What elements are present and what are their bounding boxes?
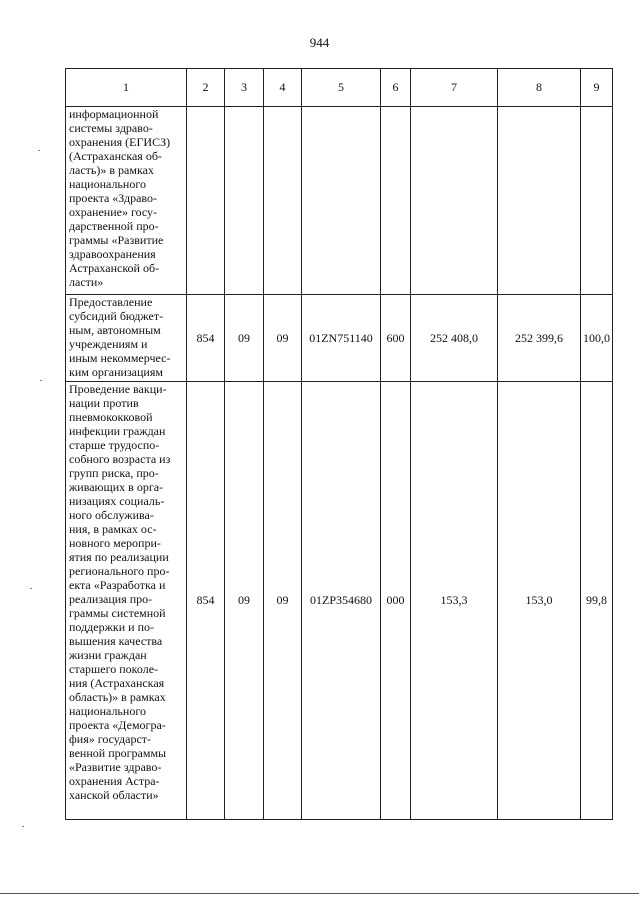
table-row [66,295,613,382]
description-line: информационной [69,107,159,121]
cell-admin-code [187,107,225,295]
header-row [66,69,613,107]
cell-section: 09 [225,295,264,382]
description-line: системы здраво- [69,121,153,135]
description-line: нации против [69,396,139,410]
description-line: ханской области» [69,788,159,802]
description-line: субсидий бюджет- [69,309,164,323]
cell-expense-type [381,107,411,295]
column-header: 9 [581,69,613,107]
description-line: здравоохранения [69,247,156,261]
cell-admin-code: 854 [187,295,225,382]
description-line: фия» государст- [69,732,152,746]
description-line: ласть)» в рамках [69,163,154,177]
scan-speck [38,150,40,151]
column-header: 2 [187,69,225,107]
description-line: новного меропри- [69,536,161,550]
scan-speck [22,826,24,827]
cell-percent [581,107,613,295]
description-line: Астраханской об- [69,261,160,275]
description-line: регионального про- [69,564,170,578]
column-header: 7 [411,69,498,107]
cell-percent: 100,0 [581,295,613,382]
description-line: пневмококковой [69,410,153,424]
description-line: область)» в рамках [69,690,166,704]
description-line: собного возраста из [69,452,171,466]
column-header: 3 [225,69,264,107]
description-line: охранения (ЕГИСЗ) [69,135,171,149]
cell-target-article [302,107,381,295]
description-line: охранение» госу- [69,205,158,219]
description-line: Проведение вакци- [69,382,167,396]
cell-expense-type: 600 [381,295,411,382]
description-line: реализация про- [69,592,153,606]
description-line: ким организациям [69,365,163,379]
cell-target-article: 01ZN751140 [302,295,381,382]
cell-subsection: 09 [264,382,302,820]
description-line: жизни граждан [69,648,147,662]
description-line: поддержки и по- [69,620,154,634]
description-line: проекта «Здраво- [69,191,158,205]
scan-edge-line [0,893,639,894]
description-line: ятия по реализации [69,550,169,564]
description-line: (Астраханская об- [69,149,162,163]
description-line: ния (Астраханская [69,676,165,690]
cell-subsection [264,107,302,295]
description-line: иным некоммерчес- [69,351,171,365]
cell-executed: 153,0 [498,382,581,820]
cell-executed: 252 399,6 [498,295,581,382]
description-line: учреждениям и [69,337,148,351]
description-line: граммы «Развитие [69,233,164,247]
cell-executed [498,107,581,295]
description-line: граммы системной [69,606,166,620]
row-description [66,107,187,295]
page-number: 944 [309,35,330,50]
cell-percent: 99,8 [581,382,613,820]
column-header: 5 [302,69,381,107]
cell-planned: 252 408,0 [411,295,498,382]
description-line: ласти» [69,275,104,289]
cell-subsection: 09 [264,295,302,382]
description-line: проекта «Демогра- [69,718,166,732]
description-line: старше трудоспо- [69,438,160,452]
scan-speck [30,588,32,589]
description-line: живающих в орга- [69,480,164,494]
description-line: национального [69,704,146,718]
description-line: ния, в рамках ос- [69,522,157,536]
description-line: екта «Разработка и [69,578,166,592]
scan-speck [40,380,42,381]
cell-planned: 153,3 [411,382,498,820]
description-line: «Развитие здраво- [69,760,162,774]
cell-section: 09 [225,382,264,820]
description-line: дарственной про- [69,219,159,233]
cell-section [225,107,264,295]
column-header: 1 [66,69,187,107]
description-line: венной программы [69,746,167,760]
cell-expense-type: 000 [381,382,411,820]
row-description [66,382,187,820]
column-header: 4 [264,69,302,107]
budget-table [65,68,613,820]
description-line: старшего поколе- [69,662,159,676]
description-line: групп риска, про- [69,466,159,480]
cell-target-article: 01ZP354680 [302,382,381,820]
cell-planned [411,107,498,295]
table-row [66,107,613,295]
description-line: низациях социаль- [69,494,165,508]
description-line: вышения качества [69,634,163,648]
row-description [66,295,187,382]
cell-admin-code: 854 [187,382,225,820]
description-line: Предоставление [69,295,153,309]
column-header: 6 [381,69,411,107]
table-row [66,382,613,820]
description-line: ного обслужива- [69,508,154,522]
column-header: 8 [498,69,581,107]
description-line: охранения Астра- [69,774,160,788]
description-line: ным, автономным [69,323,161,337]
description-line: национального [69,177,146,191]
description-line: инфекции граждан [69,424,166,438]
